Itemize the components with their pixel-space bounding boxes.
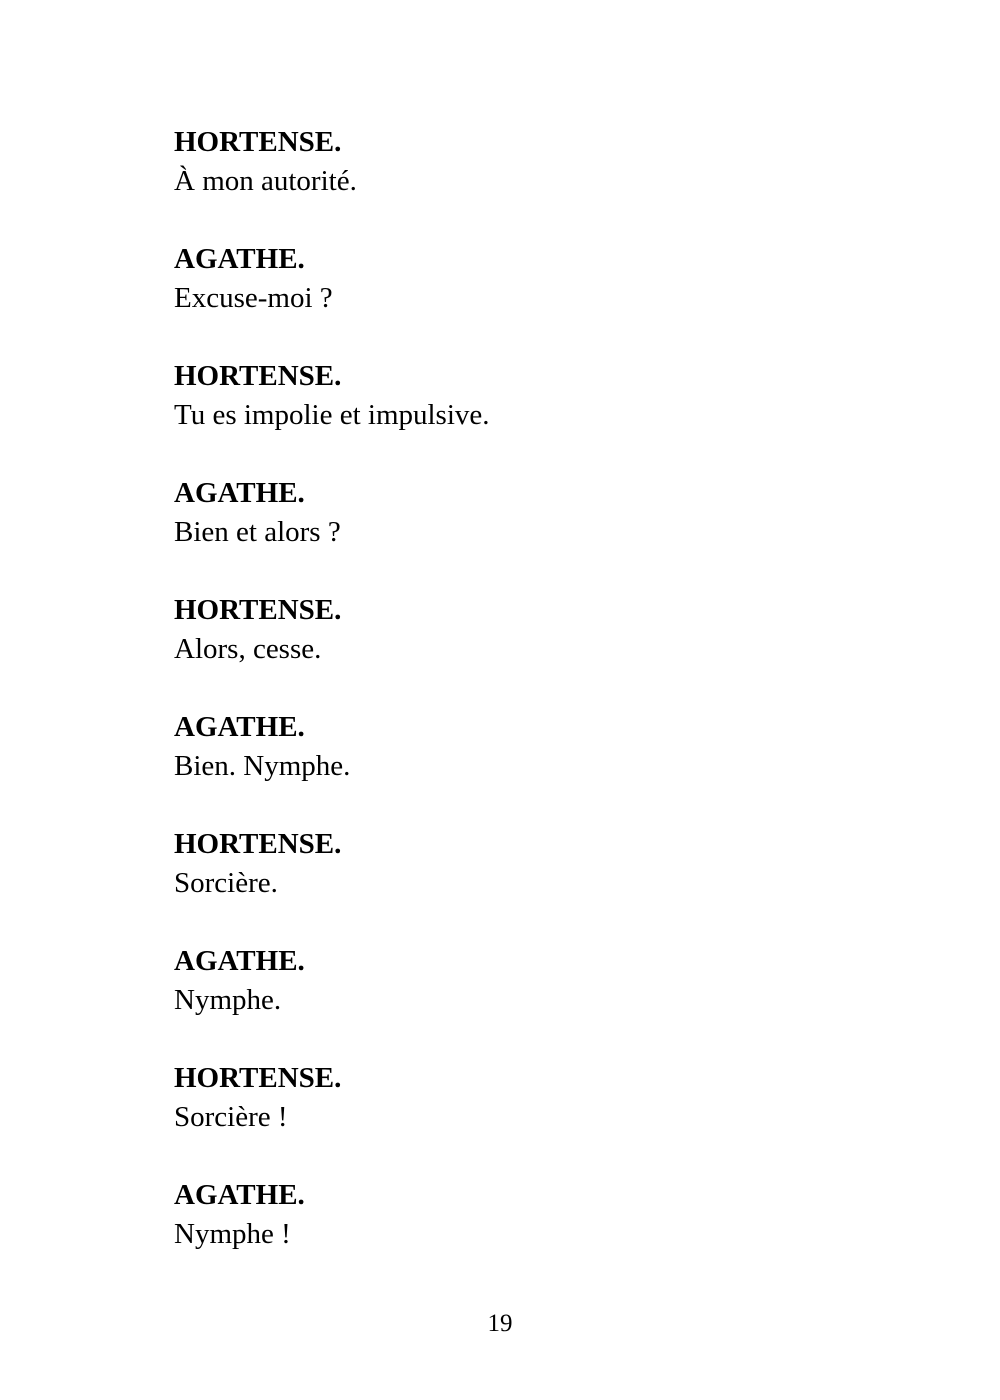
dialogue-block xyxy=(174,123,874,1293)
dialogue-line: Nymphe. xyxy=(174,984,282,1016)
dialogue-exchange xyxy=(174,474,874,591)
dialogue-exchange xyxy=(174,591,874,708)
dialogue-exchange xyxy=(174,708,874,825)
dialogue-exchange xyxy=(174,1059,874,1176)
speaker-name: HORTENSE. xyxy=(174,594,342,626)
speaker-name: HORTENSE. xyxy=(174,126,342,158)
dialogue-exchange xyxy=(174,123,874,240)
dialogue-exchange xyxy=(174,1176,874,1293)
speaker-name: AGATHE. xyxy=(174,243,305,275)
dialogue-exchange xyxy=(174,825,874,942)
dialogue-line: À mon autorité. xyxy=(174,165,357,197)
dialogue-exchange xyxy=(174,240,874,357)
page-number: 19 xyxy=(487,1310,513,1337)
dialogue-exchange xyxy=(174,942,874,1059)
speaker-name: AGATHE. xyxy=(174,477,305,509)
speaker-name: HORTENSE. xyxy=(174,828,342,860)
dialogue-line: Sorcière. xyxy=(174,867,278,899)
dialogue-line: Tu es impolie et impulsive. xyxy=(174,399,490,431)
speaker-name: HORTENSE. xyxy=(174,1062,342,1094)
dialogue-line: Nymphe ! xyxy=(174,1218,291,1250)
speaker-name: AGATHE. xyxy=(174,1179,305,1211)
dialogue-line: Alors, cesse. xyxy=(174,633,322,665)
dialogue-line: Bien. Nymphe. xyxy=(174,750,351,782)
dialogue-line: Sorcière ! xyxy=(174,1101,288,1133)
speaker-name: AGATHE. xyxy=(174,945,305,977)
speaker-name: AGATHE. xyxy=(174,711,305,743)
dialogue-line: Bien et alors ? xyxy=(174,516,341,548)
speaker-name: HORTENSE. xyxy=(174,360,342,392)
dialogue-line: Excuse-moi ? xyxy=(174,282,333,314)
dialogue-exchange xyxy=(174,357,874,474)
